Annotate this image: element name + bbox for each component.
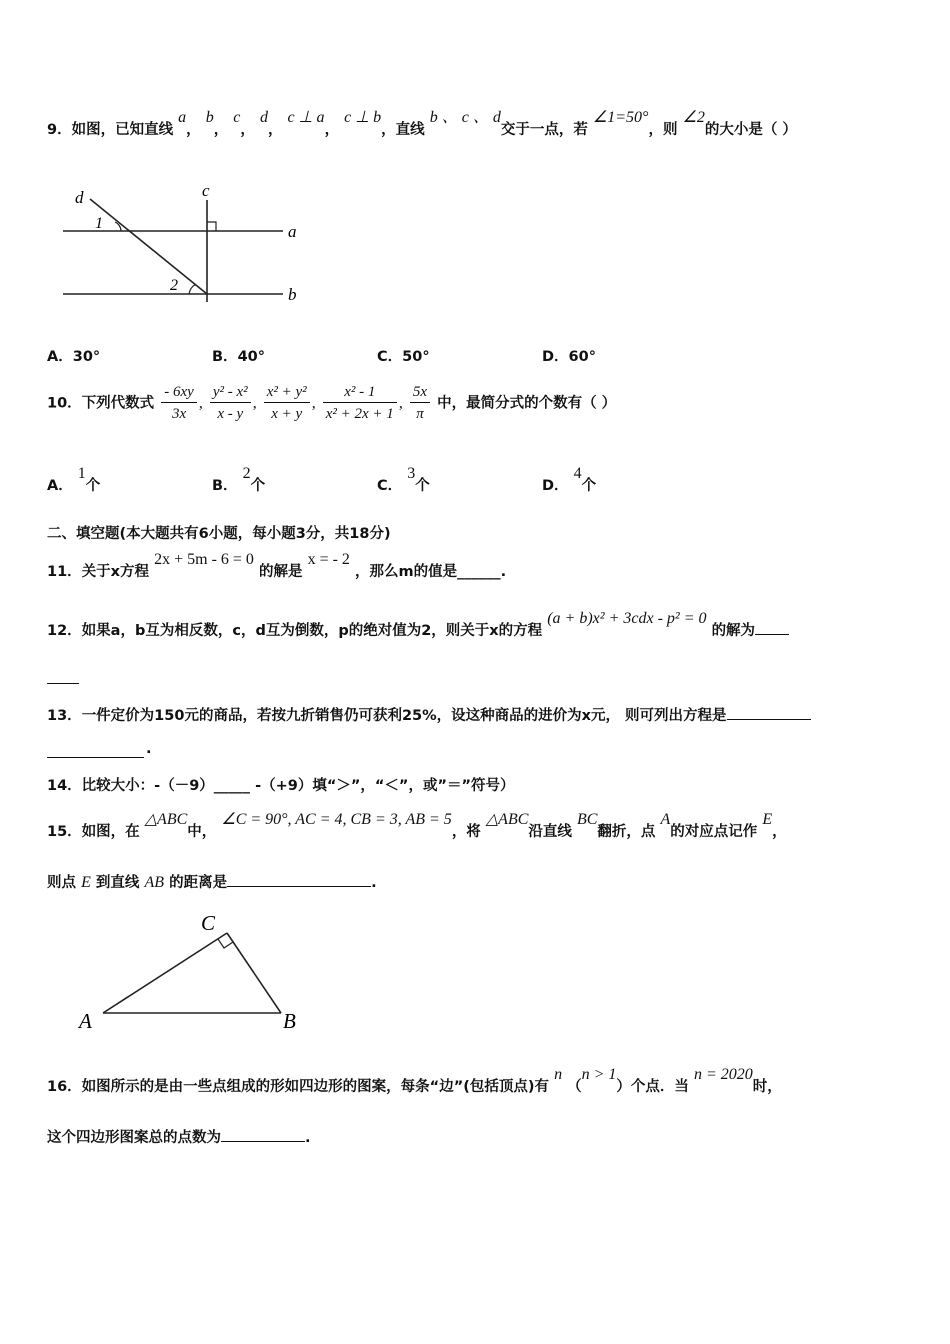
q9-label-2: 2 [170,277,178,294]
q14-stem: 14．比较大小：-（－9）_____ -（+9）填“＞”，“＜”，或”＝”符号） [47,778,515,794]
q15-line2: 则点 E 到直线 AB 的距离是 . [47,874,377,891]
q9-label-b: b [288,285,297,304]
q12-stem: 12．如果a，b互为相反数，c，d互为倒数，p的绝对值为2，则关于x的方程 (a + b)x² + 3cdx - p² = 0 的解为 [47,619,789,640]
q15-label-c: C [201,911,216,935]
q9-label-d: d [75,188,84,207]
q15-label-a: A [79,1009,92,1033]
q15-figure [75,908,335,1036]
q10-option-c[interactable]: C． 3个 [377,465,430,494]
q12-answer-blank[interactable] [47,683,79,684]
q9-option-d[interactable]: D．60° [542,349,596,365]
q9-label-c: c [202,182,210,200]
q10-stem: 10．下列代数式 $\frac{- 6xy}{3x}$ , $\frac{\text{y² - x²}}{x - y}$ , $\frac{\text{x² + y²}}{x + y}$ , $\frac{\text{x² - 1}}{\text{x² + 2x + 1}}$ , $\frac{5x}{\pi}$ 中，最简分式的个数有（ ） [47,382,616,425]
q10-option-a[interactable]: A． 1个 [47,465,101,494]
q13-stem: 13．一件定价为150元的商品，若按九折销售仍可获利25%，设这种商品的进价为x元， 则可列出方程是 [47,704,811,725]
q10-option-d[interactable]: D． 4个 [542,465,597,494]
q10-frac-3: $\frac{\text{x² + y²}}{x + y}$ [264,382,310,425]
q9-label-1: 1 [95,215,103,232]
q9-option-c[interactable]: C．50° [377,349,430,365]
section-heading: 二、填空题(本大题共有6小题，每小题3分，共18分) [47,526,391,542]
q10-frac-4: $\frac{\text{x² - 1}}{\text{x² + 2x + 1}}$ [323,382,397,425]
q15-label-b: B [283,1009,296,1033]
q10-option-b[interactable]: B． 2个 [212,465,266,494]
q10-frac-2: $\frac{\text{y² - x²}}{x - y}$ [210,382,251,425]
q16-line2: 这个四边形图案总的点数为 . [47,1126,311,1147]
q10-frac-5: $\frac{5x}{\pi}$ [410,382,430,425]
q11-stem: 11．关于x方程 2x + 5m - 6 = 0 的解是 x = - 2 ，那么m的值是______. [47,551,507,580]
q9-option-a[interactable]: A．30° [47,349,101,365]
q16-stem: 16．如图所示的是由一些点组成的形如四边形的图案，每条“边”(包括顶点)有 n （n > 1）个点．当 n = 2020时， [47,1066,782,1095]
q9-stem: 9．如图，已知直线 a， b， c， d， c ⊥ a， c ⊥ b，直线 b 、 c 、 d交于一点，若 ∠1=50°，则 ∠2的大小是（ ） [47,109,797,138]
q13-answer-blank[interactable] [47,757,144,758]
q10-frac-1: $\frac{- 6xy}{3x}$ [161,382,197,425]
q15-stem: 15．如图，在 △ABC中， ∠C = 90°, AC = 4, CB = 3, AB = 5，将 △ABC沿直线 BC翻折，点 A的对应点记作 E， [47,811,787,840]
q9-option-b[interactable]: B．40° [212,349,265,365]
q9-figure [55,182,315,307]
q9-label-a: a [288,222,297,241]
